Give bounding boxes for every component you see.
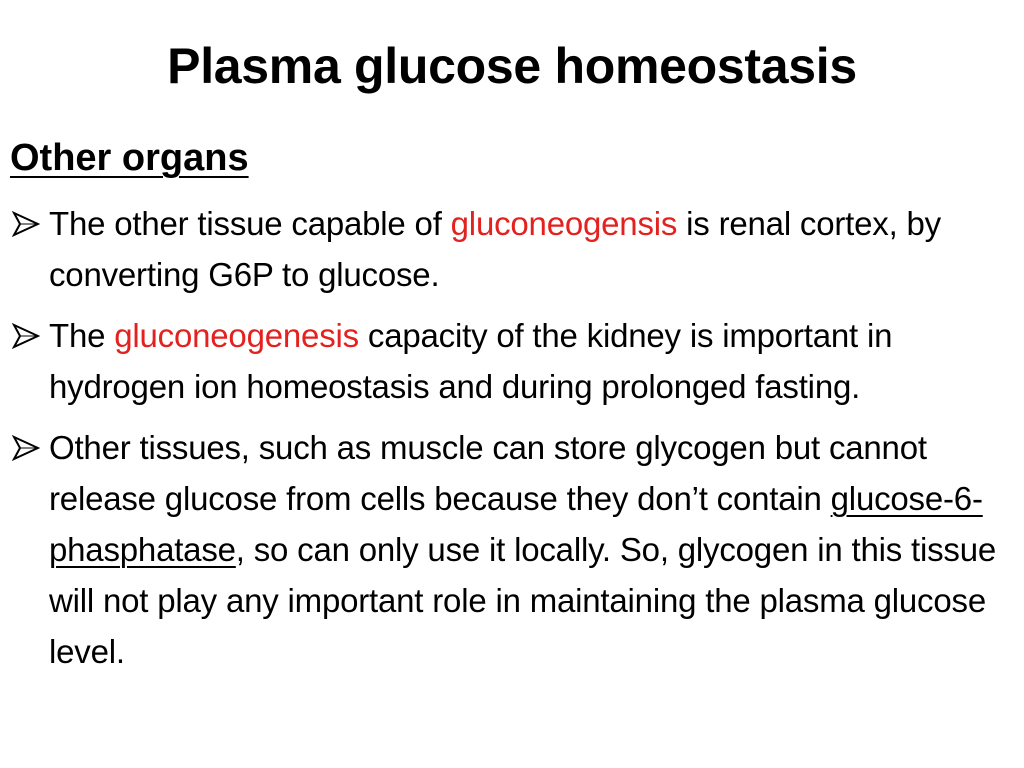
section-subheading: Other organs xyxy=(10,137,249,179)
arrow-bullet-icon xyxy=(10,422,44,473)
bullet-text: , so can only use it locally. So, glycogen in this tissue will not play any important role in maintaining the plasma glucose level. xyxy=(49,531,997,670)
highlighted-term: gluconeogensis xyxy=(450,205,678,242)
bullet-text: is renal cortex, by converting G6P to glucose. xyxy=(49,205,941,293)
bullet-text: The xyxy=(49,317,115,354)
bullet-item-muscle-glycogen xyxy=(10,422,1018,677)
bullet-list xyxy=(10,198,1018,687)
bullet-item-renal-cortex xyxy=(10,198,1018,300)
bullet-text: Other tissues, such as muscle can store glycogen but cannot release glucose from cells because they don’t contain xyxy=(49,429,927,517)
underlined-term: glucose-6-phasphatase xyxy=(49,480,983,568)
arrow-bullet-icon xyxy=(10,198,44,249)
bullet-item-kidney-capacity xyxy=(10,310,1018,412)
bullet-text: The other tissue capable of xyxy=(49,205,451,242)
highlighted-term: gluconeogenesis xyxy=(114,317,359,354)
slide-title: Plasma glucose homeostasis xyxy=(167,38,857,94)
bullet-text: capacity of the kidney is important in hydrogen ion homeostasis and during prolonged fasting. xyxy=(49,317,893,405)
arrow-bullet-icon xyxy=(10,310,44,361)
